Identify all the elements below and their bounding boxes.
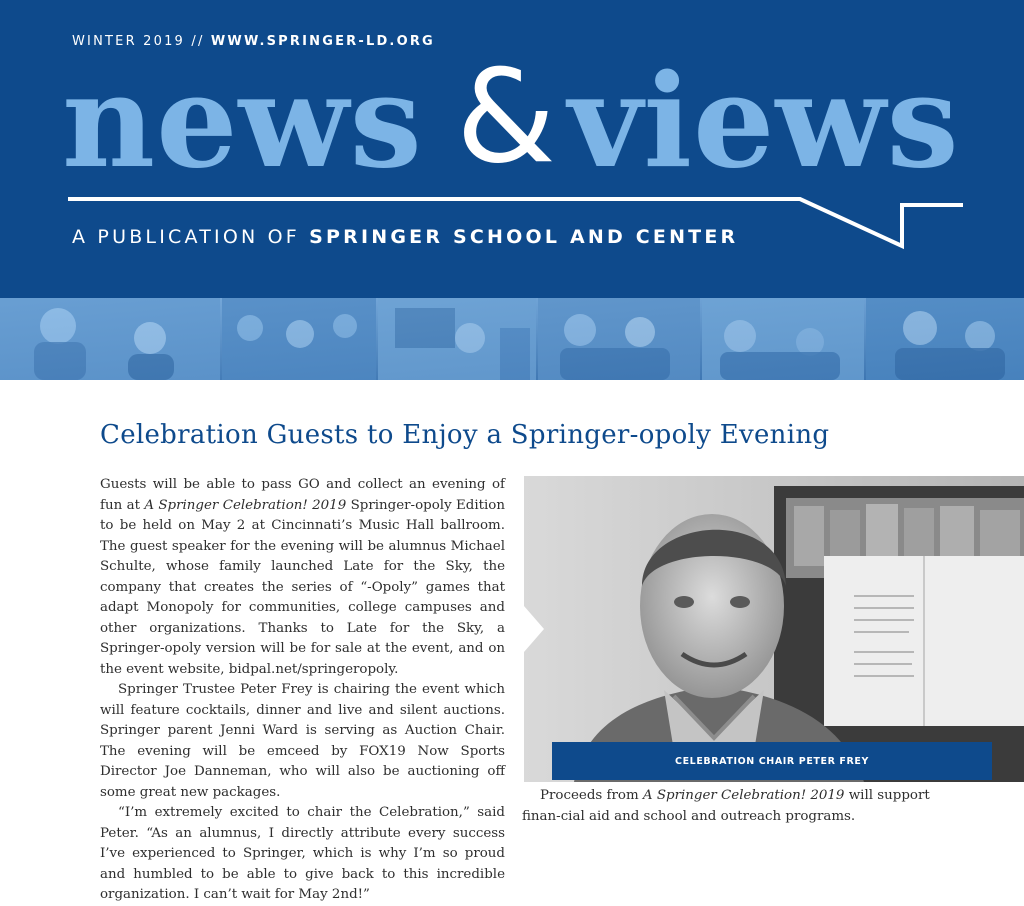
- photo-caption: CELEBRATION CHAIR PETER FREY: [552, 742, 992, 780]
- p1-event-name: A Springer Celebration! 2019: [144, 497, 347, 513]
- portrait-image: [524, 476, 1024, 782]
- subtitle-organization: SPRINGER SCHOOL AND CENTER: [309, 226, 739, 248]
- title-views: views: [568, 47, 960, 197]
- note-intro: Proceeds from: [540, 788, 643, 803]
- website-link[interactable]: WWW.SPRINGER-LD.ORG: [210, 34, 435, 49]
- speech-bubble-outline: [0, 0, 1024, 298]
- p1-rest: Springer-opoly Edition to be held on May 2 at Cincinnati’s Music Hall ballroom. The guest speaker for the evening will be alumnus Michael Schulte, whose family launched Late for the Sky, the company that creates the series of “-Opoly” games that adapt Monopoly for communities, college campuses and other organizations. Thanks to Late for the Sky, a Springer-opoly version will be for sale at the event, and on the event website, bidpal.net/springeropoly.: [100, 497, 505, 677]
- collage-photos: [0, 298, 1024, 380]
- article-paragraph-1: [100, 475, 505, 680]
- photo-collage-strip: [0, 298, 1024, 380]
- p1-intro: Guests will be able to pass GO and collect an evening of fun at: [100, 477, 505, 513]
- proceeds-note: [522, 786, 952, 827]
- subtitle-prefix: A PUBLICATION OF: [72, 226, 300, 248]
- issue-separator: //: [191, 34, 205, 49]
- issue-season: WINTER 2019: [72, 34, 186, 49]
- publication-subtitle: [72, 226, 738, 248]
- article-paragraph-3: “I’m extremely excited to chair the Celebration,” said Peter. “As an alumnus, I directly attribute every success I’ve experienced to Springer, which is why I’m so proud and humbled to be able to give back to this incredible organization. I can’t wait for May 2nd!”: [100, 805, 505, 902]
- masthead-banner: [0, 0, 1024, 298]
- article-paragraph-2: Springer Trustee Peter Frey is chairing the event which will feature cocktails, dinner and live and silent auctions. Springer parent Jenni Ward is serving as Auction Chair. The evening will be emceed by FOX19 Now Sports Director Joe Danneman, who will also be auctioning off some great new packages.: [100, 682, 505, 800]
- title-news: news: [62, 47, 423, 197]
- article-body: [100, 475, 505, 906]
- title-ampersand: &: [456, 43, 556, 192]
- note-event-name: A Springer Celebration! 2019: [642, 788, 845, 803]
- note-rest: will support finan-cial aid and school and outreach programs.: [522, 788, 930, 824]
- article-headline: Celebration Guests to Enjoy a Springer-opoly Evening: [100, 420, 830, 450]
- portrait-photo: [524, 476, 1024, 782]
